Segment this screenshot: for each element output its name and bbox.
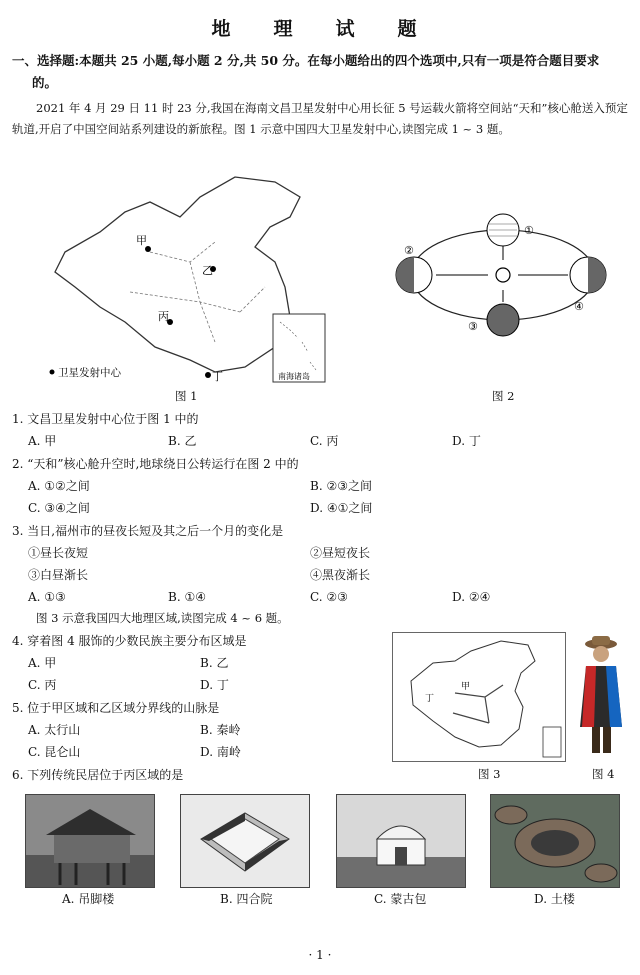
figure-2-orbit [388,210,618,340]
intro-paragraph: 2021 年 4 月 29 日 11 时 23 分,我国在海南文昌卫星发射中心用长征 5 号运载火箭将空间站“天和”核心舱送入预定轨道,开启了中国空间站系列建设的新旅程。图 1 示意中国四大卫星发射中心,读图完成 1 ~ 3 题。 [12,101,628,136]
fig2-pos-3: ③ [468,320,478,333]
q6-option-a: A. 吊脚楼 [62,892,115,906]
fig2-pos-4: ④ [574,300,584,313]
q3-option-a: A. ①③ [28,590,66,604]
q4-option-a: A. 甲 [28,656,57,670]
q4-option-d: D. 丁 [200,678,229,692]
q3-statement-3: ③白昼渐长 [28,568,89,582]
q1-option-c: C. 丙 [310,434,339,448]
question-4: 4. 穿着图 4 服饰的少数民族主要分布区域是 [12,634,247,648]
fig1-label-yi: 乙 [202,264,213,277]
fig3-label-ding: 丁 [425,694,435,704]
q3-statement-4: ④黑夜渐长 [310,568,371,582]
photo-diaojiaolou [25,794,155,888]
fig1-label-jia: 甲 [136,234,147,247]
figure-2-caption: 图 2 [492,389,515,403]
fig1-label-bing: 丙 [158,310,169,323]
q5-option-d: D. 南岭 [200,745,241,759]
section-heading [12,50,630,94]
q5-option-c: C. 昆仑山 [28,745,81,759]
q2-option-a: A. ①②之间 [28,479,90,493]
q2-option-c: C. ③④之间 [28,501,90,515]
photo-siheyuan [180,794,310,888]
page-title: 地 理 试 题 [211,18,429,40]
question-6: 6. 下列传统民居位于丙区域的是 [12,768,184,782]
q3-option-b: B. ①④ [168,590,206,604]
q1-option-a: A. 甲 [28,434,57,448]
fig1-legend: 卫星发射中心 [58,367,121,379]
sun-icon [496,268,510,282]
q2-option-d: D. ④①之间 [310,501,373,515]
fig2-pos-1: ① [524,224,534,237]
figure-3-map [392,632,566,762]
q6-option-d: D. 土楼 [534,892,575,906]
page-number: · 1 · [308,948,332,962]
q6-option-c: C. 蒙古包 [374,892,427,906]
figure-1-caption: 图 1 [175,389,198,403]
q3-option-d: D. ②④ [452,590,491,604]
q1-option-b: B. 乙 [168,434,197,448]
question-3: 3. 当日,福州市的昼夜长短及其之后一个月的变化是 [12,524,284,538]
section-heading-line2: 的。 [32,75,58,90]
q3-statement-1: ①昼长夜短 [28,546,89,560]
question-5: 5. 位于甲区域和乙区域分界线的山脉是 [12,701,220,715]
q2-option-b: B. ②③之间 [310,479,372,493]
q1-option-d: D. 丁 [452,434,481,448]
fig1-label-ding: 丁 [212,370,223,383]
question-1: 1. 文昌卫星发射中心位于图 1 中的 [12,412,199,426]
question-2: 2. “天和”核心舱升空时,地球绕日公转运行在图 2 中的 [12,457,299,471]
fig1-inset-label: 南海诸岛 [278,372,310,381]
intro-2: 图 3 示意我国四大地理区域,读图完成 4 ~ 6 题。 [36,611,289,625]
q6-option-b: B. 四合院 [220,892,273,906]
figure-4-caption: 图 4 [592,767,615,781]
figure-4-photo [572,632,630,760]
q3-option-c: C. ②③ [310,590,348,604]
fig2-pos-2: ② [404,244,414,257]
photo-tulou [490,794,620,888]
q4-option-b: B. 乙 [200,656,229,670]
q3-statement-2: ②昼短夜长 [310,546,371,560]
section-heading-line1: 一、选择题:本题共 25 小题,每小题 2 分,共 50 分。在每小题给出的四个选项中,只有一项是符合题目要求 [12,53,600,68]
q5-option-a: A. 太行山 [28,723,81,737]
fig3-label-jia: 甲 [461,682,471,692]
q5-option-b: B. 秦岭 [200,723,241,737]
photo-menggubao [336,794,466,888]
figure-3-caption: 图 3 [478,767,501,781]
figure-1-map [40,172,340,387]
q4-option-c: C. 丙 [28,678,57,692]
